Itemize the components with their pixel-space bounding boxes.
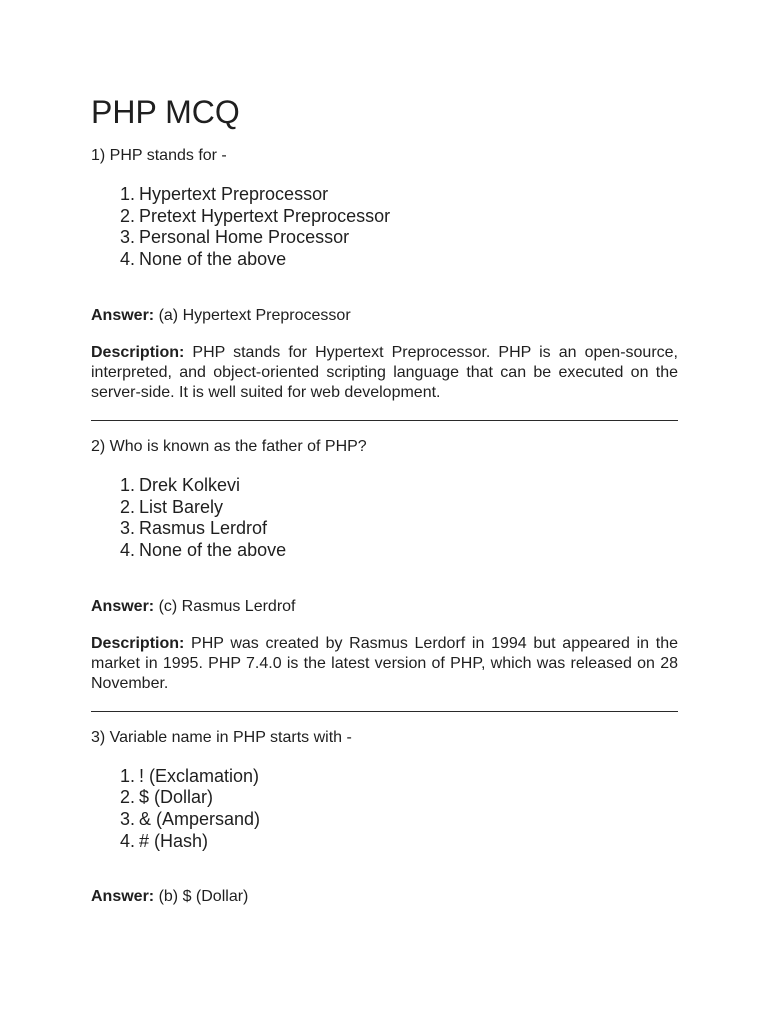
option-number: 3. bbox=[119, 809, 135, 830]
option-number: 3. bbox=[119, 227, 135, 248]
option-number: 4. bbox=[119, 249, 135, 270]
answer-line bbox=[91, 306, 678, 326]
divider bbox=[91, 711, 678, 712]
answer-line bbox=[91, 887, 678, 907]
option-item bbox=[91, 766, 678, 788]
options-list bbox=[91, 184, 678, 271]
description-label: Description: bbox=[91, 343, 185, 361]
answer-label: Answer: bbox=[91, 306, 155, 324]
option-text: Hypertext Preprocessor bbox=[139, 184, 329, 204]
option-text: Pretext Hypertext Preprocessor bbox=[139, 205, 391, 226]
answer-text: (a) Hypertext Preprocessor bbox=[158, 306, 351, 324]
question-block-3 bbox=[91, 728, 678, 908]
option-text: List Barely bbox=[139, 496, 224, 517]
option-item bbox=[91, 184, 678, 206]
question-block-1 bbox=[91, 146, 678, 403]
option-number: 2. bbox=[119, 787, 135, 808]
option-number: 4. bbox=[119, 539, 135, 560]
question-text: 2) Who is known as the father of PHP? bbox=[91, 437, 367, 455]
option-number: 1. bbox=[119, 765, 135, 786]
description-paragraph bbox=[91, 343, 678, 403]
question-block-2 bbox=[91, 437, 678, 694]
option-text: Rasmus Lerdrof bbox=[139, 518, 268, 539]
option-text: ! (Exclamation) bbox=[139, 765, 260, 786]
answer-label: Answer: bbox=[91, 597, 155, 615]
option-item bbox=[91, 809, 678, 831]
option-text: Drek Kolkevi bbox=[139, 474, 241, 495]
option-item bbox=[91, 497, 678, 519]
question-text: 1) PHP stands for - bbox=[91, 147, 227, 164]
option-number: 4. bbox=[119, 830, 135, 851]
divider bbox=[91, 420, 678, 421]
answer-label: Answer: bbox=[91, 888, 155, 906]
option-text: $ (Dollar) bbox=[139, 787, 214, 808]
option-item bbox=[91, 475, 678, 497]
option-number: 2. bbox=[119, 205, 135, 226]
page-title: PHP MCQ bbox=[91, 94, 240, 130]
option-text: & (Ampersand) bbox=[139, 809, 261, 830]
option-item bbox=[91, 787, 678, 809]
option-text: None of the above bbox=[139, 249, 287, 270]
description-text: PHP was created by Rasmus Lerdorf in 1994 but appeared in the market in 1995. PHP 7.4.0 is the latest version of PHP, which was released on 28 November. bbox=[91, 634, 678, 692]
option-item bbox=[91, 831, 678, 853]
option-number: 2. bbox=[119, 496, 135, 517]
option-item bbox=[91, 540, 678, 562]
description-label: Description: bbox=[91, 634, 185, 652]
options-list bbox=[91, 475, 678, 562]
option-text: None of the above bbox=[139, 539, 287, 560]
option-item bbox=[91, 227, 678, 249]
option-number: 3. bbox=[119, 518, 135, 539]
answer-line bbox=[91, 597, 678, 617]
answer-text: (c) Rasmus Lerdrof bbox=[158, 597, 296, 615]
option-number: 1. bbox=[119, 474, 135, 495]
option-text: # (Hash) bbox=[139, 830, 209, 851]
options-list bbox=[91, 766, 678, 853]
option-text: Personal Home Processor bbox=[139, 227, 350, 248]
option-number: 1. bbox=[119, 184, 135, 204]
question-text: 3) Variable name in PHP starts with - bbox=[91, 728, 352, 746]
option-item bbox=[91, 518, 678, 540]
option-item bbox=[91, 206, 678, 228]
description-paragraph bbox=[91, 634, 678, 694]
option-item bbox=[91, 249, 678, 271]
answer-text: (b) $ (Dollar) bbox=[158, 888, 249, 906]
description-text: PHP stands for Hypertext Preprocessor. PHP is an open-source, interpreted, and object-oriented scripting language that can be executed on the server-side. It is well suited for web development. bbox=[91, 343, 678, 401]
